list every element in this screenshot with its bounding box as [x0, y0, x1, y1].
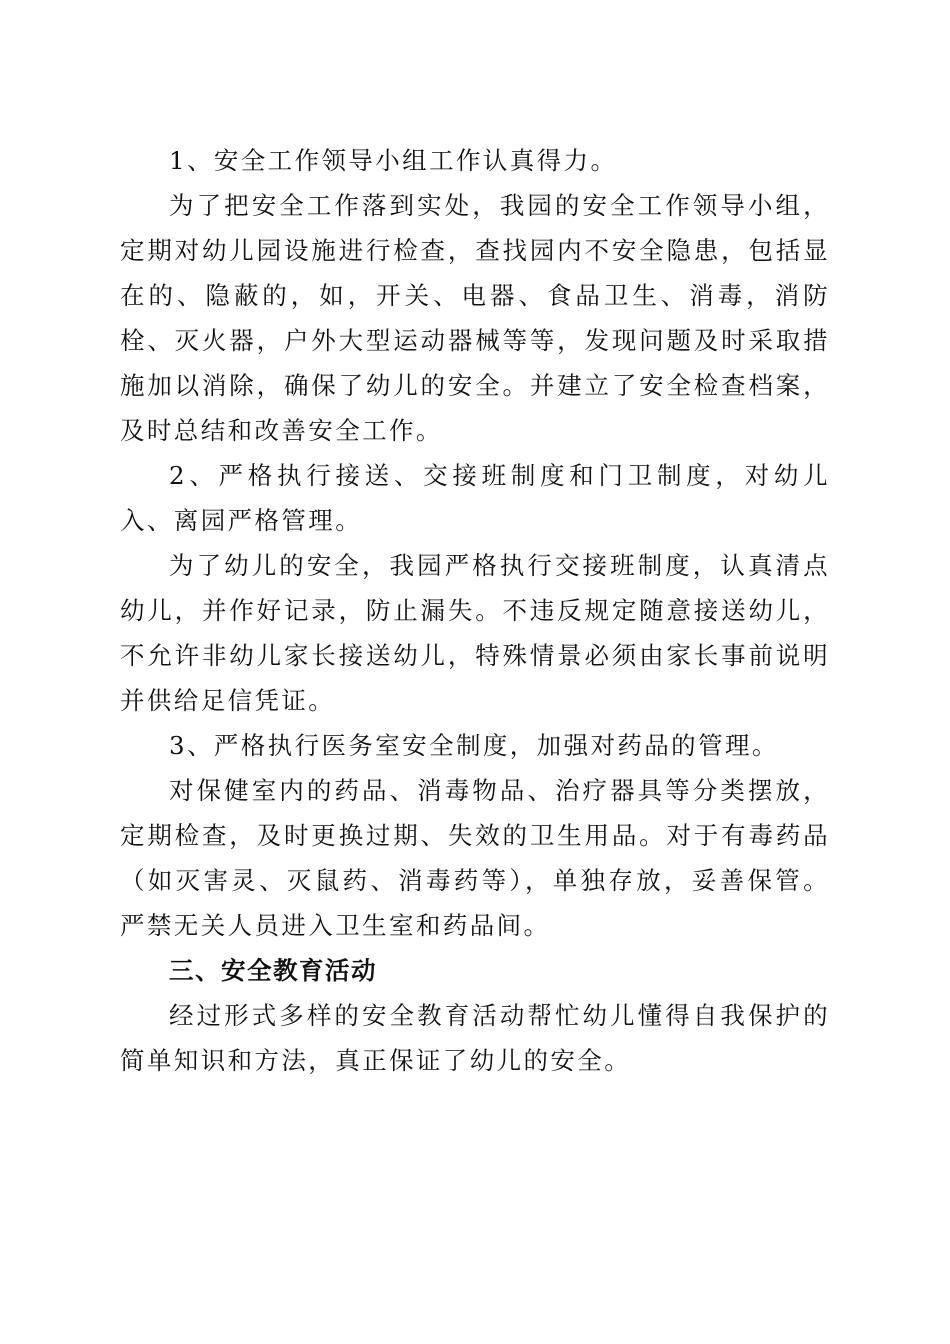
paragraph-pickup-system-title: 2、严格执行接送、交接班制度和门卫制度，对幼儿入、离园严格管理。 — [120, 461, 830, 535]
paragraph-leadership-group-body: 为了把安全工作落到实处，我园的安全工作领导小组，定期对幼儿园设施进行检查，查找园内不安全隐患，包括显在的、隐蔽的，如，开关、电器、食品卫生、消毒，消防栓、灭火器，户外大型运动器械等等，发现问题及时采取措施加以消除，确保了幼儿的安全。并建立了安全检查档案，及时总结和改善安全工作。 — [120, 191, 830, 445]
paragraph-leadership-group-title: 1、安全工作领导小组工作认真得力。 — [169, 146, 618, 175]
paragraph-clinic-safety-body: 对保健室内的药品、消毒物品、治疗器具等分类摆放，定期检查，及时更换过期、失效的卫生用品。对于有毒药品（如灭害灵、灭鼠药、消毒药等），单独存放，妥善保管。严禁无关人员进入卫生室和药品间。 — [120, 776, 830, 940]
paragraph-clinic-safety-title: 3、严格执行医务室安全制度，加强对药品的管理。 — [169, 731, 779, 760]
document-page — [120, 138, 830, 1083]
section-heading-safety-education: 三、安全教育活动 — [169, 956, 377, 985]
paragraph-pickup-system-body: 为了幼儿的安全，我园严格执行交接班制度，认真清点幼儿，并作好记录，防止漏失。不违反规定随意接送幼儿，不允许非幼儿家长接送幼儿，特殊情景必须由家长事前说明并供给足信凭证。 — [120, 551, 830, 715]
paragraph-safety-education-body: 经过形式多样的安全教育活动帮忙幼儿懂得自我保护的简单知识和方法，真正保证了幼儿的安全。 — [120, 1001, 830, 1075]
